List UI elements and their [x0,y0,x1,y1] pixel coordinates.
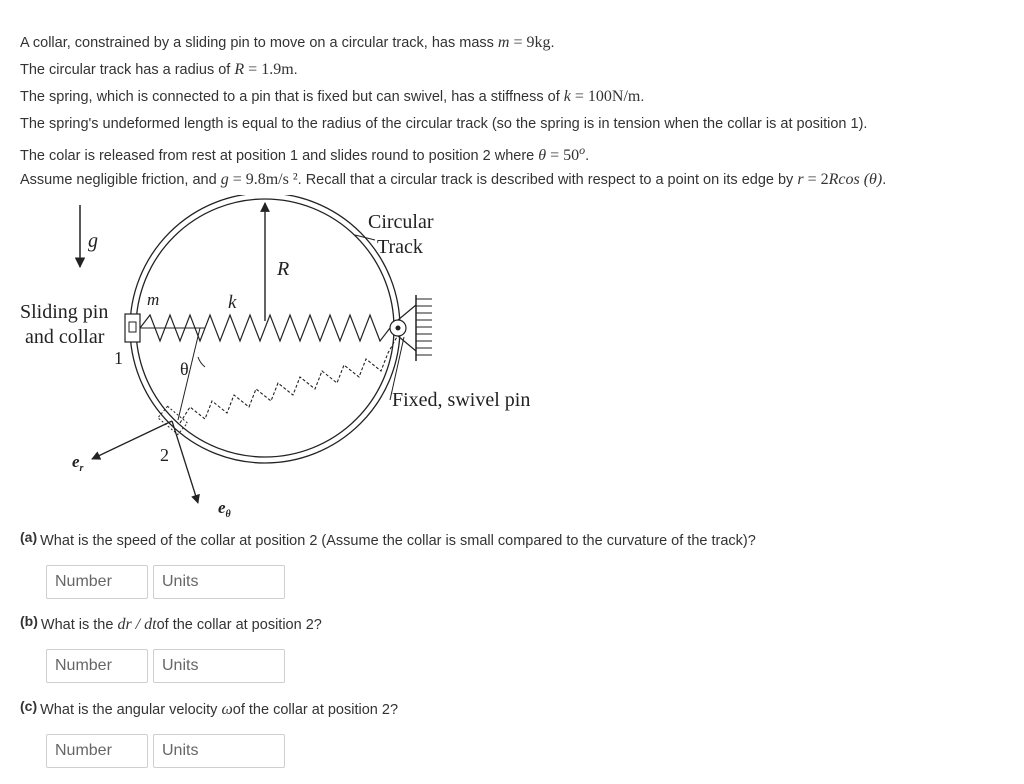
gravity-label: g [88,230,98,252]
problem-line-gravity [20,171,886,189]
etheta-arrow [172,421,198,503]
theta-argument: (θ) [859,171,883,188]
position-2-label: 2 [160,445,169,465]
theta-value: 50 [563,146,580,164]
r-symbol: r [797,171,804,188]
track-description-text: . Recall that a circular track is described with respect to a point on its edge by [297,172,798,188]
release-text: The colar is released from rest at position 1 and slides round to position 2 where [20,147,539,164]
theta-equals: = [546,146,564,164]
radius-text: The circular track has a radius of [20,62,235,78]
position-1-label: 1 [114,348,123,368]
problem-line-release [20,143,589,165]
radius-period: . [293,62,298,78]
stiffness-label: k [228,292,237,313]
question-b-text-end: of the collar at position 2? [156,617,322,633]
question-c-label: (c) [20,698,38,714]
question-b-text-start: What is the [40,617,118,633]
sliding-pin-label: Sliding pin [20,301,109,323]
question-a-number-input[interactable] [46,565,148,599]
mass-text: A collar, constrained by a sliding pin to move on a circular track, has mass [20,35,498,51]
stiffness-symbol: k [563,88,571,105]
theta-symbol: θ [538,146,547,164]
stiffness-text: The spring, which is connected to a pin that is fixed but can swivel, has a stiffness of [20,89,564,105]
r-equals: = 2 [803,171,829,188]
problem-line-radius [20,61,298,79]
question-c [20,698,399,719]
problem-line-mass [20,34,555,52]
question-b-label: (b) [20,613,38,629]
fixed-swivel-pin-label: Fixed, swivel pin [392,389,531,411]
stiffness-equals: = [570,88,588,105]
circular-label: Circular [368,211,434,233]
collar-track-diagram [0,195,560,525]
gravity-period: . [882,172,887,188]
swivel-bracket-bottom [398,336,416,351]
track-label: Track [377,236,423,258]
swivel-bracket-top [398,305,416,320]
er-label: $e_r$ [72,452,84,474]
and-collar-label: and collar [25,326,105,348]
etheta-label: $e_\theta$ [218,498,231,520]
gravity-symbol: g [220,171,229,188]
problem-line-undeformed: The spring's undeformed length is equal to the radius of the circular track (so the spring is in tension when the collar is at position 1). [20,116,868,132]
mass-equals: = [509,34,527,51]
stiffness-period: . [640,89,645,105]
radius-equals: = [244,61,262,78]
omega-symbol: ω [221,701,233,718]
collar-position-2 [158,406,188,434]
gravity-equals: = [228,171,246,188]
question-a-units-input[interactable] [153,565,285,599]
question-b-number-input[interactable] [46,649,148,683]
drdt-expression: dr / dt [117,616,157,633]
swivel-pin-center [396,326,401,331]
stiffness-value: 100N/m [587,88,641,105]
gravity-value: 9.8m/s ² [245,171,298,188]
theta-arc [198,357,205,367]
mass-value: 9kg [526,34,551,51]
mass-label: m [147,290,160,309]
rcos-expression: Rcos [828,171,860,188]
problem-line-stiffness [20,88,644,106]
degree-superscript: o [579,143,586,157]
radius-value: 1.9m [261,61,294,78]
theta-label: θ [180,359,189,379]
question-a [20,529,756,549]
question-a-label: (a) [20,529,38,545]
mass-period: . [550,35,555,51]
radius-symbol: R [234,61,245,78]
release-period: . [585,147,590,164]
radius-label: R [277,258,290,280]
question-b [20,613,322,634]
question-a-text: What is the speed of the collar at position 2 (Assume the collar is small compared to the curvature of the track)? [40,533,756,549]
question-c-units-input[interactable] [153,734,285,768]
question-c-number-input[interactable] [46,734,148,768]
gravity-text: Assume negligible friction, and [20,172,221,188]
question-c-text-end: of the collar at position 2? [232,702,399,718]
wall-hatching [416,299,432,355]
collar-position-1 [125,314,140,342]
mass-symbol: m [497,34,510,51]
question-c-text-start: What is the angular velocity [40,702,222,718]
question-b-units-input[interactable] [153,649,285,683]
